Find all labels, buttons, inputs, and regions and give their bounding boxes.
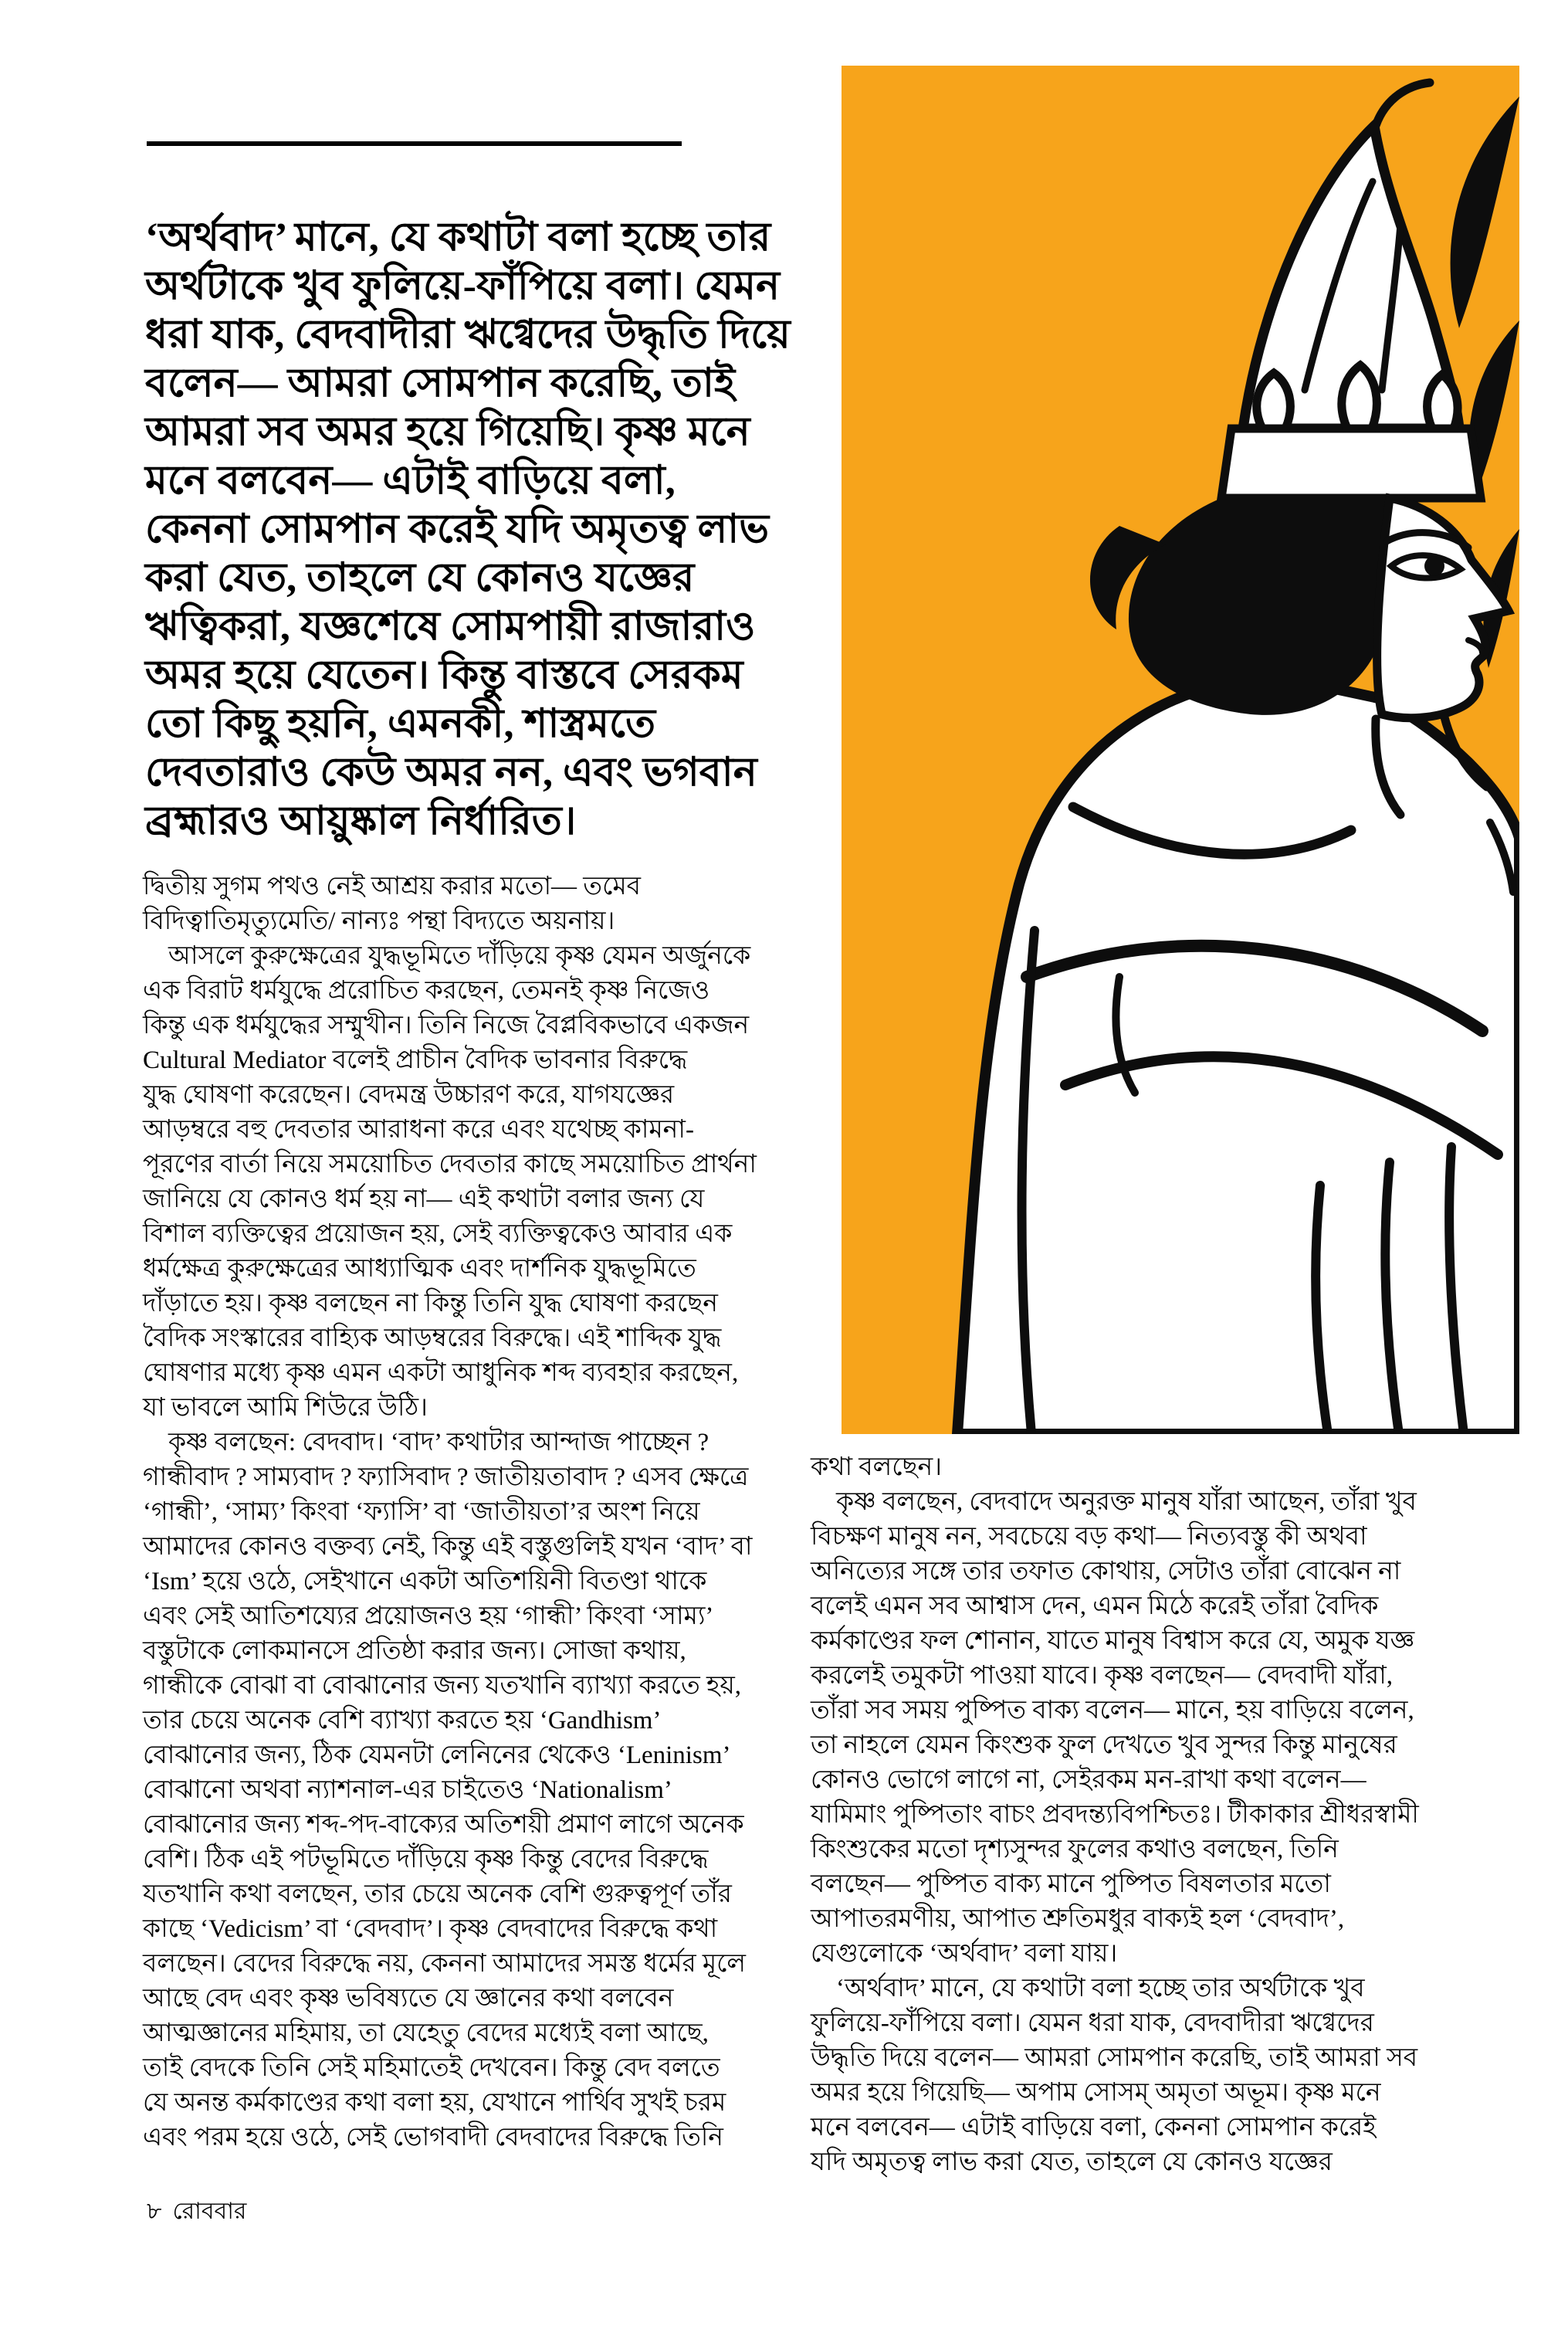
text-line: বিদিত্বাতিমৃত্যুমেতি/ নান্যঃ পন্থা বিদ্যতে অয়নায়। <box>143 907 615 935</box>
headline-block <box>145 213 791 846</box>
text-line: যদি অমৃতত্ব লাভ করা যেত, তাহলে যে কোনও যজ্ঞের <box>811 2148 1333 2176</box>
text-line: বলেই এমন সব আশ্বাস দেন, এমন মিঠে করেই তাঁরা বৈদিক <box>811 1592 1379 1620</box>
text-line: মনে বলবেন— এটাই বাড়িয়ে বলা, <box>145 459 676 503</box>
text-line: তাই বেদকে তিনি সেই মহিমাতেই দেখবেন। কিন্তু বেদ বলতে <box>143 2054 720 2082</box>
text-line: আড়ম্বরে বহু দেবতার আরাধনা করে এবং যথেচ্ছ কামনা- <box>143 1116 694 1144</box>
text-line: যামিমাং পুষ্পিতাং বাচং প্রবদন্ত্যবিপশ্চিতঃ। টীকাকার শ্রীধরস্বামী <box>811 1801 1419 1829</box>
text-line: জানিয়ে যে কোনও ধর্ম হয় না— এই কথাটা বলার জন্য যে <box>143 1185 705 1213</box>
text-line: ঘোষণার মধ্যে কৃষ্ণ এমন একটা আধুনিক শব্দ ব্যবহার করছেন, <box>143 1359 739 1387</box>
body-column-left <box>143 870 760 2155</box>
text-line: অনিত্যের সঙ্গে তার তফাত কোথায়, সেটাও তাঁরা বোঝেন না <box>811 1558 1401 1585</box>
text-line: আপাতরমণীয়, আপাত শ্রুতিমধুর বাক্যই হল ‘বেদবাদ’, <box>811 1905 1345 1933</box>
text-line: অমর হয়ে যেতেন। কিন্তু বাস্তবে সেরকম <box>145 653 743 697</box>
text-line: বস্তুটাকে লোকমানসে প্রতিষ্ঠা করার জন্য। সোজা কথায়, <box>143 1637 686 1665</box>
text-line: কেননা সোমপান করেই যদি অমৃতত্ব লাভ <box>145 507 770 551</box>
text-line: ধর্মক্ষেত্র কুরুক্ষেত্রের আধ্যাত্মিক এবং দার্শনিক যুদ্ধভূমিতে <box>143 1255 696 1283</box>
text-line: আমরা সব অমর হয়ে গিয়েছি। কৃষ্ণ মনে <box>145 410 750 454</box>
krishna-illustration-svg <box>842 66 1519 1434</box>
text-line: বোঝানো অথবা ন্যাশনাল-এর চাইতেও ‘Nationalism’ <box>143 1776 672 1804</box>
crown-band <box>1221 365 1481 498</box>
text-line: কোনও ভোগে লাগে না, সেইরকম মন-রাখা কথা বলেন— <box>811 1766 1366 1794</box>
magazine-title: রোববার <box>172 2199 247 2224</box>
text-line: বোঝানোর জন্য শব্দ-পদ-বাক্যের অতিশয়ী প্রমাণ লাগে অনেক <box>143 1811 744 1839</box>
text-line: বলছেন। বেদের বিরুদ্ধে নয়, কেননা আমাদের সমস্ত ধর্মের মূলে <box>143 1950 747 1978</box>
text-line: দ্বিতীয় সুগম পথও নেই আশ্রয় করার মতো— তমেব <box>143 873 642 900</box>
text-line: বেশি। ঠিক এই পটভূমিতে দাঁড়িয়ে কৃষ্ণ কিন্তু বেদের বিরুদ্ধে <box>143 1846 709 1873</box>
page-footer <box>147 2198 246 2226</box>
text-line: দাঁড়াতে হয়। কৃষ্ণ বলছেন না কিন্তু তিনি যুদ্ধ ঘোষণা করছেন <box>143 1290 718 1317</box>
text-line: অমর হয়ে গিয়েছি— অপাম সোসম্ অমৃতা অভূম। কৃষ্ণ মনে <box>811 2079 1381 2107</box>
text-line: যুদ্ধ ঘোষণা করেছেন। বেদমন্ত্র উচ্চারণ করে, যাগযজ্ঞের <box>143 1081 675 1109</box>
text-line: আছে বেদ এবং কৃষ্ণ ভবিষ্যতে যে জ্ঞানের কথা বলবেন <box>143 1985 674 2012</box>
text-line: ব্রহ্মারও আয়ুষ্কাল নির্ধারিত। <box>145 799 577 843</box>
text-line: যতখানি কথা বলছেন, তার চেয়ে অনেক বেশি গুরুত্বপূর্ণ তাঁর <box>143 1880 732 1908</box>
text-line: পূরণের বার্তা নিয়ে সময়োচিত দেবতার কাছে সময়োচিত প্রার্থনা <box>143 1151 757 1178</box>
text-line: অর্থটাকে খুব ফুলিয়ে-ফাঁপিয়ে বলা। যেমন <box>145 264 781 308</box>
text-line: ‘অর্থবাদ’ মানে, যে কথাটা বলা হচ্ছে তার <box>145 215 771 259</box>
text-line: তো কিছু হয়নি, এমনকী, শাস্ত্রমতে <box>145 702 655 746</box>
text-line: দেবতারাও কেউ অমর নন, এবং ভগবান <box>145 751 757 795</box>
page-number: ৮ <box>147 2199 162 2224</box>
text-line: বৈদিক সংস্কারের বাহ্যিক আড়ম্বরের বিরুদ্ধে। এই শাব্দিক যুদ্ধ <box>143 1324 722 1352</box>
text-line: এবং পরম হয়ে ওঠে, সেই ভোগবাদী বেদবাদের বিরুদ্ধে তিনি <box>143 2124 723 2151</box>
text-line: ফুলিয়ে-ফাঁপিয়ে বলা। যেমন ধরা যাক, বেদবাদীরা ঋগ্বেদের <box>811 2009 1374 2037</box>
text-line: গান্ধীকে বোঝা বা বোঝানোর জন্য যতখানি ব্যাখ্যা করতে হয়, <box>143 1672 742 1700</box>
text-line: বলছেন— পুষ্পিত বাক্য মানে পুষ্পিত বিষলতার মতো <box>811 1870 1331 1898</box>
text-line: ‘Ism’ হয়ে ওঠে, সেইখানে একটা অতিশয়িনী বিতণ্ডা থাকে <box>143 1568 707 1595</box>
text-line: বিশাল ব্যক্তিত্বের প্রয়োজন হয়, সেই ব্যক্তিত্বকেও আবার এক <box>143 1220 733 1248</box>
text-line: যেগুলোকে ‘অর্থবাদ’ বলা যায়। <box>811 1940 1118 1968</box>
text-line: বলেন— আমরা সোমপান করেছি, তাই <box>145 361 736 405</box>
text-line: করলেই তমুকটা পাওয়া যাবে। কৃষ্ণ বলছেন— বেদবাদী যাঁরা, <box>811 1662 1394 1690</box>
text-line: ধরা যাক, বেদবাদীরা ঋগ্বেদের উদ্ধৃতি দিয়ে <box>145 313 791 357</box>
text-line: কৃষ্ণ বলছেন: বেদবাদ। ‘বাদ’ কথাটার আন্দাজ পাচ্ছেন ? <box>143 1429 709 1456</box>
text-line: ‘গান্ধী’, ‘সাম্য’ কিংবা ‘ফ্যাসি’ বা ‘জাতীয়তা’র অংশ নিয়ে <box>143 1498 700 1526</box>
text-line: আসলে কুরুক্ষেত্রের যুদ্ধভূমিতে দাঁড়িয়ে কৃষ্ণ যেমন অর্জুনকে <box>143 942 751 970</box>
text-line: ঋত্বিকরা, যজ্ঞশেষে সোমপায়ী রাজারাও <box>145 605 756 649</box>
text-line: তা নাহলে যেমন কিংশুক ফুল দেখতে খুব সুন্দর কিন্তু মানুষের <box>811 1731 1397 1759</box>
text-line: Cultural Mediator বলেই প্রাচীন বৈদিক ভাবনার বিরুদ্ধে <box>143 1046 688 1074</box>
text-line: এবং সেই আতিশয্যের প্রয়োজনও হয় ‘গান্ধী’ কিংবা ‘সাম্য’ <box>143 1602 714 1630</box>
text-line: উদ্ধৃতি দিয়ে বলেন— আমরা সোমপান করেছি, তাই আমরা সব <box>811 2044 1418 2072</box>
text-line: তাঁরা সব সময় পুষ্পিত বাক্য বলেন— মানে, হয় বাড়িয়ে বলেন, <box>811 1697 1414 1724</box>
text-line: মনে বলবেন— এটাই বাড়িয়ে বলা, কেননা সোমপান করেই <box>811 2114 1377 2141</box>
text-line: আমাদের কোনও বক্তব্য নেই, কিন্তু এই বস্তুগুলিই যখন ‘বাদ’ বা <box>143 1533 753 1561</box>
text-line: কিন্তু এক ধর্মযুদ্ধের সম্মুখীন। তিনি নিজে বৈপ্লবিকভাবে একজন <box>143 1012 750 1039</box>
header-rule <box>147 141 682 146</box>
text-line: যে অনন্ত কর্মকাণ্ডের কথা বলা হয়, যেখানে পার্থিব সুখই চরম <box>143 2089 726 2117</box>
text-line: বিচক্ষণ মানুষ নন, সবচেয়ে বড় কথা— নিত্যবস্তু কী অথবা <box>811 1523 1367 1551</box>
krishna-illustration <box>842 66 1519 1434</box>
text-line: আত্মজ্ঞানের মহিমায়, তা যেহেতু বেদের মধ্যেই বলা আছে, <box>143 2019 709 2047</box>
text-line: তার চেয়ে অনেক বেশি ব্যাখ্যা করতে হয় ‘Gandhism’ <box>143 1707 662 1734</box>
body-column-right <box>811 1450 1428 2180</box>
text-line: এক বিরাট ধর্মযুদ্ধে প্ররোচিত করছেন, তেমনই কৃষ্ণ নিজেও <box>143 977 710 1005</box>
text-line: কৃষ্ণ বলছেন, বেদবাদে অনুরক্ত মানুষ যাঁরা আছেন, তাঁরা খুব <box>811 1488 1417 1516</box>
text-line: কথা বলছেন। <box>811 1453 942 1481</box>
text-line: কিংশুকের মতো দৃশ্যসুন্দর ফুলের কথাও বলছেন, তিনি <box>811 1836 1339 1863</box>
text-line: কর্মকাণ্ডের ফল শোনান, যাতে মানুষ বিশ্বাস করে যে, অমুক যজ্ঞ <box>811 1627 1415 1655</box>
text-line: করা যেত, তাহলে যে কোনও যজ্ঞের <box>145 556 695 600</box>
text-line: কাছে ‘Vedicism’ বা ‘বেদবাদ’। কৃষ্ণ বেদবাদের বিরুদ্ধে কথা <box>143 1915 718 1943</box>
text-line: গান্ধীবাদ ? সাম্যবাদ ? ফ্যাসিবাদ ? জাতীয়তাবাদ ? এসব ক্ষেত্রে <box>143 1463 749 1491</box>
text-line: বোঝানোর জন্য, ঠিক যেমনটা লেনিনের থেকেও ‘Leninism’ <box>143 1741 731 1769</box>
text-line: ‘অর্থবাদ’ মানে, যে কথাটা বলা হচ্ছে তার অর্থটাকে খুব <box>811 1975 1365 2002</box>
text-line: যা ভাবলে আমি শিউরে উঠি। <box>143 1394 428 1422</box>
